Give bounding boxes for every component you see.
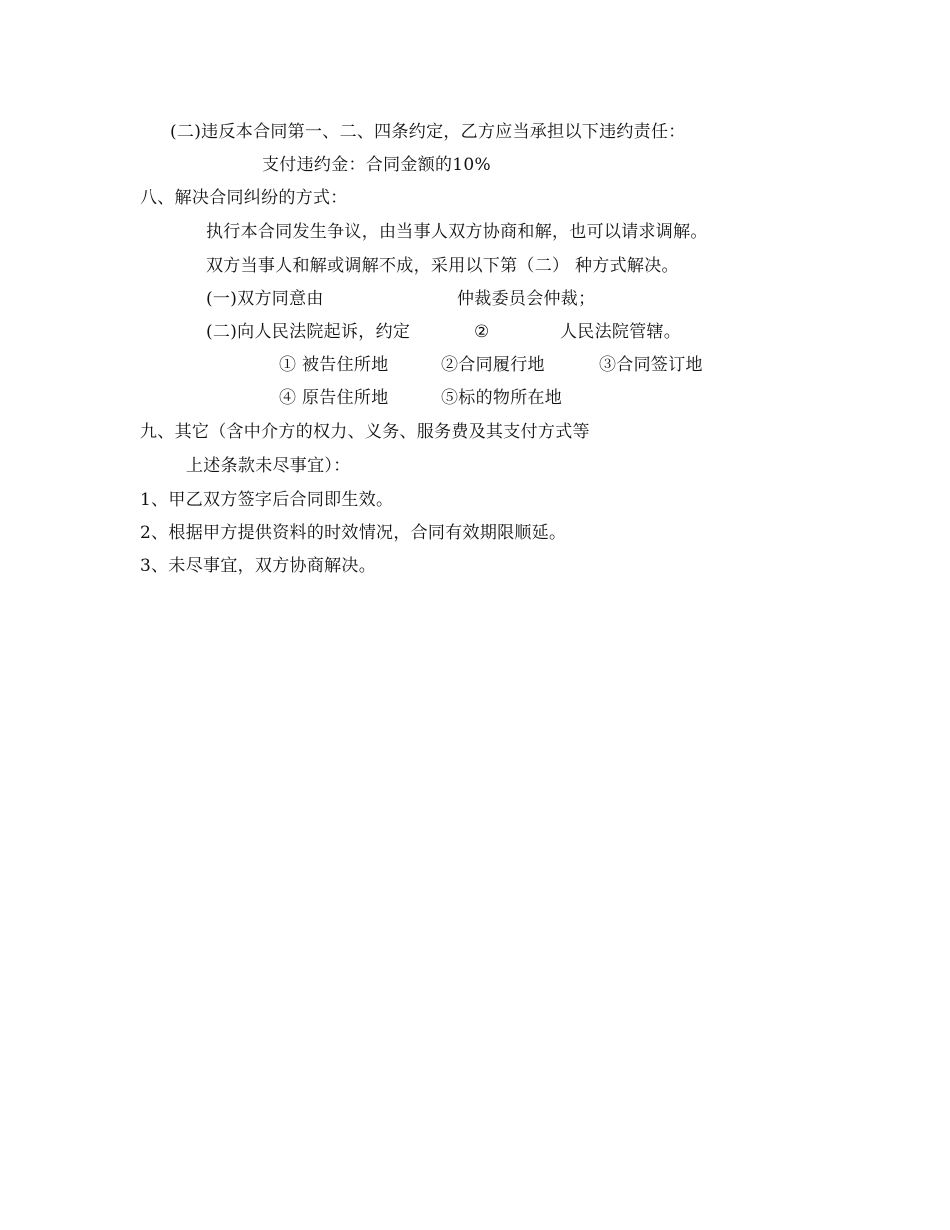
section-9-heading: 九、其它（含中介方的权力、义务、服务费及其支付方式等 (140, 422, 590, 442)
list-item-1: 1、甲乙双方签字后合同即生效。 (140, 490, 394, 510)
list-item-2: 2、根据甲方提供资料的时效情况，合同有效期限顺延。 (140, 523, 567, 543)
penalty-line: 支付违约金：合同金额的10% (262, 155, 491, 175)
court-option-choice: ② (474, 322, 490, 342)
section-9-continuation: 上述条款未尽事宜）： (186, 456, 351, 476)
arbitration-option (206, 288, 806, 310)
dispute-paragraph-2: 双方当事人和解或调解不成，采用以下第（二） 种方式解决。 (206, 256, 679, 276)
venue-defendant-residence: ① 被告住所地 (279, 355, 389, 375)
arbitration-option-suffix: 仲裁委员会仲裁； (457, 289, 596, 309)
venue-row-1 (279, 354, 779, 376)
venue-subject-matter-location: ⑤标的物所在地 (441, 388, 563, 408)
breach-clause-line: (二)违反本合同第一、二、四条约定，乙方应当承担以下违约责任： (170, 122, 686, 142)
court-option (206, 321, 806, 343)
dispute-paragraph-1: 执行本合同发生争议，由当事人双方协商和解，也可以请求调解。 (206, 222, 708, 242)
venue-row-2 (279, 387, 779, 409)
venue-contract-performance: ②合同履行地 (441, 355, 545, 375)
section-8-heading: 八、解决合同纠纷的方式： (140, 188, 348, 208)
venue-contract-signing: ③合同签订地 (599, 355, 703, 375)
arbitration-option-prefix: (一)双方同意由 (206, 289, 324, 309)
venue-plaintiff-residence: ④ 原告住所地 (279, 388, 389, 408)
court-option-suffix: 人民法院管辖。 (560, 322, 682, 342)
court-option-prefix: (二)向人民法院起诉，约定 (206, 322, 411, 342)
list-item-3: 3、未尽事宜，双方协商解决。 (140, 556, 377, 576)
